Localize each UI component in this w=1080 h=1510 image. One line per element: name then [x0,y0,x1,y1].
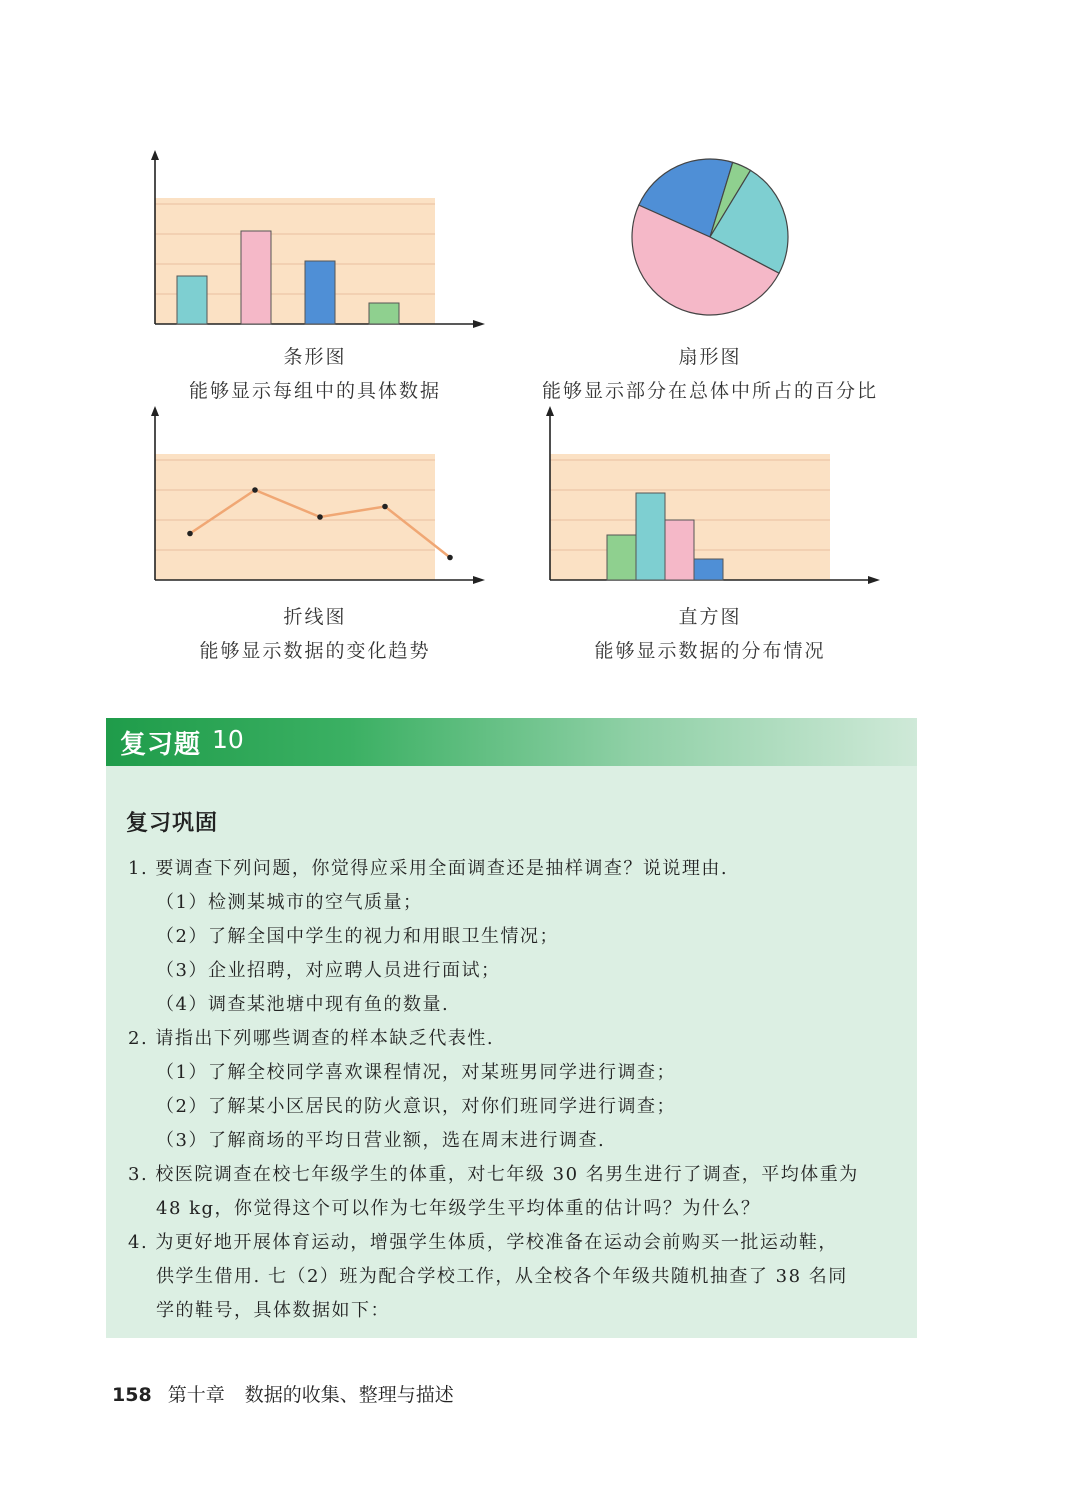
bar-chart-name: 条形图 [283,346,347,368]
y-axis-arrow-icon [151,406,159,416]
line-point [187,531,193,537]
x-axis-arrow-icon [473,320,485,328]
question-3: 3. 校医院调查在校七年级学生的体重，对七年级 30 名男生进行了调查，平均体重为 [128,1164,859,1185]
review-number: 10 [212,725,244,754]
y-axis-arrow-icon [151,150,159,160]
histogram-desc: 能够显示数据的分布情况 [594,640,826,662]
histogram-bar [607,535,636,580]
histogram-figure [535,406,885,666]
section-heading: 复习巩固 [126,811,219,836]
bar [177,276,207,324]
question-2-item: （3）了解商场的平均日营业额，选在周末进行调查. [156,1130,606,1151]
line-chart-figure [140,406,490,666]
histogram-bar [665,520,694,580]
page-footer [112,1380,454,1407]
bar-chart [140,150,490,335]
question-2-item: （1）了解全校同学喜欢课程情况，对某班男同学进行调查； [156,1062,676,1083]
review-header-band [106,718,917,766]
question-4: 4. 为更好地开展体育运动，增强学生体质，学校准备在运动会前购买一批运动鞋， [128,1232,838,1253]
chapter-label: 第十章 [167,1384,225,1406]
line-chart-desc: 能够显示数据的变化趋势 [199,640,431,662]
chapter-title: 数据的收集、整理与描述 [244,1384,454,1406]
line-point [382,504,388,510]
plot-background [155,454,435,580]
bar-chart-figure [140,150,490,410]
line-point [447,555,453,561]
question-3-cont: 48 kg，你觉得这个可以作为七年级学生平均体重的估计吗？为什么？ [156,1198,761,1219]
pie-chart [535,150,885,335]
bar [241,231,271,324]
question-1-item: （3）企业招聘，对应聘人员进行面试； [156,960,501,981]
pie-chart-name: 扇形图 [678,346,742,368]
histogram-bar [694,559,723,580]
bar [305,261,335,324]
line-chart-name: 折线图 [283,606,347,628]
page-number: 158 [112,1384,152,1406]
question-1-item: （1）检测某城市的空气质量； [156,892,423,913]
question-1-item: （4）调查某池塘中现有鱼的数量. [156,994,450,1015]
bar [369,303,399,324]
x-axis-arrow-icon [868,576,880,584]
histogram-bar [636,493,665,580]
line-chart [140,406,490,591]
question-2: 2. 请指出下列哪些调查的样本缺乏代表性. [128,1028,495,1049]
review-panel [106,718,917,1338]
histogram-chart [535,406,885,591]
line-point [317,514,323,520]
pie-chart-desc: 能够显示部分在总体中所占的百分比 [541,380,878,402]
pie-chart-figure [535,150,885,410]
x-axis-arrow-icon [473,576,485,584]
line-point [252,487,258,493]
question-1-item: （2）了解全国中学生的视力和用眼卫生情况； [156,926,559,947]
question-4-cont: 供学生借用. 七（2）班为配合学校工作，从全校各个年级共随机抽查了 38 名同 [156,1266,848,1287]
y-axis-arrow-icon [546,406,554,416]
histogram-name: 直方图 [678,606,742,628]
question-2-item: （2）了解某小区居民的防火意识，对你们班同学进行调查； [156,1096,676,1117]
review-title: 复习题 [120,730,202,760]
bar-chart-desc: 能够显示每组中的具体数据 [188,380,441,402]
question-1: 1. 要调查下列问题，你觉得应采用全面调查还是抽样调查？说说理由. [128,858,729,879]
question-4-cont: 学的鞋号，具体数据如下： [156,1300,390,1321]
